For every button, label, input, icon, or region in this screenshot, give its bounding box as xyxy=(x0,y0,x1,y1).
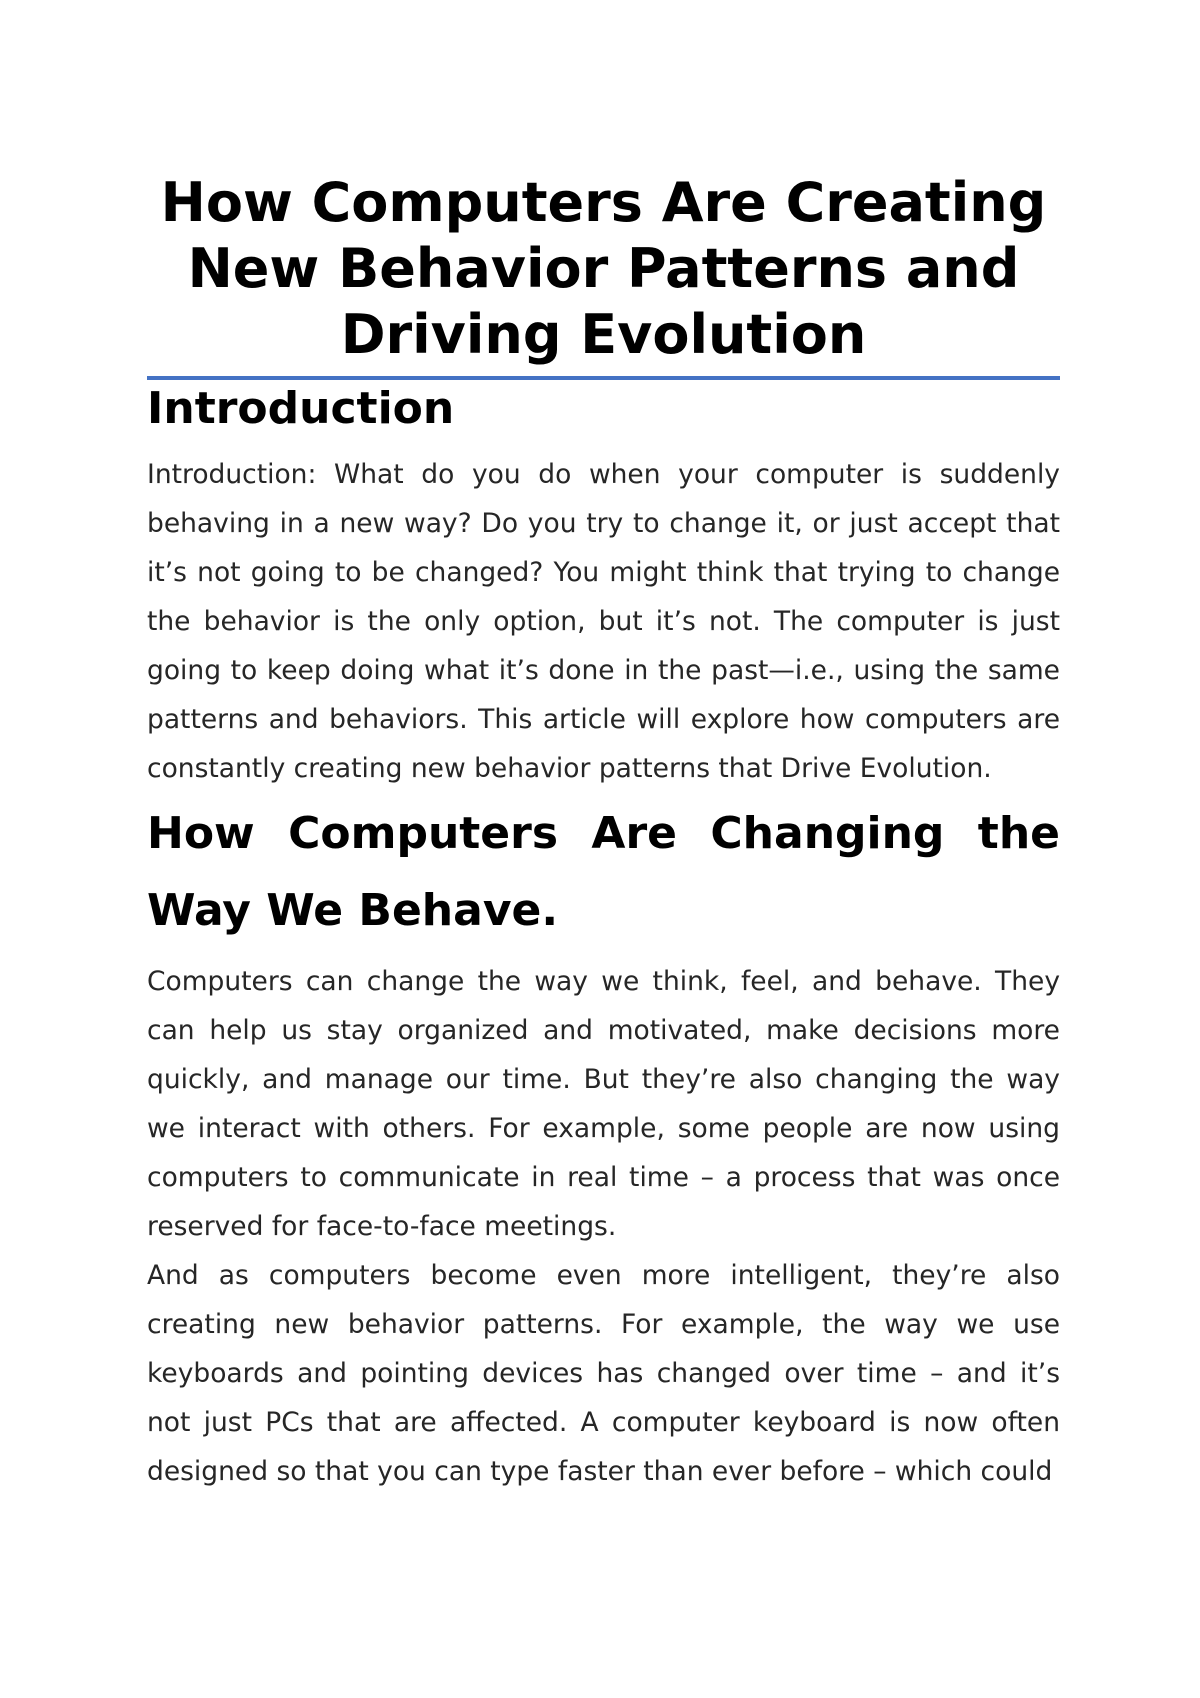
body-paragraph-2: And as computers become even more intelligent, they’re also creating new behavior patterns. For example, the way we use keyboards and pointing devices has changed over time – and it’s not just PCs that are affected. A computer keyboard is now often designed so that you can type faster than ever before – which could xyxy=(147,1260,1060,1487)
document-title: How Computers Are Creating New Behavior Patterns and Driving Evolution xyxy=(160,171,1047,366)
section-heading-introduction: Introduction xyxy=(147,383,455,434)
document-page xyxy=(147,170,1060,1496)
body-paragraph-1: Computers can change the way we think, feel, and behave. They can help us stay organized and motivated, make decisions more quickly, and manage our time. But they’re also changing the way we interact with others. For example, some people are now using computers to communicate in real time – a process that was once reserved for face-to-face meetings. xyxy=(147,966,1060,1242)
section-heading-changing-behavior: How Computers Are Changing the Way We Behave. xyxy=(147,808,1060,936)
introduction-paragraph: Introduction: What do you do when your computer is suddenly behaving in a new way? Do you try to change it, or just accept that it’s not going to be changed? You might think that trying to change the behavior is the only option, but it’s not. The computer is just going to keep doing what it’s done in the past—i.e., using the same patterns and behaviors. This article will explore how computers are constantly creating new behavior patterns that Drive Evolution. xyxy=(147,459,1060,784)
